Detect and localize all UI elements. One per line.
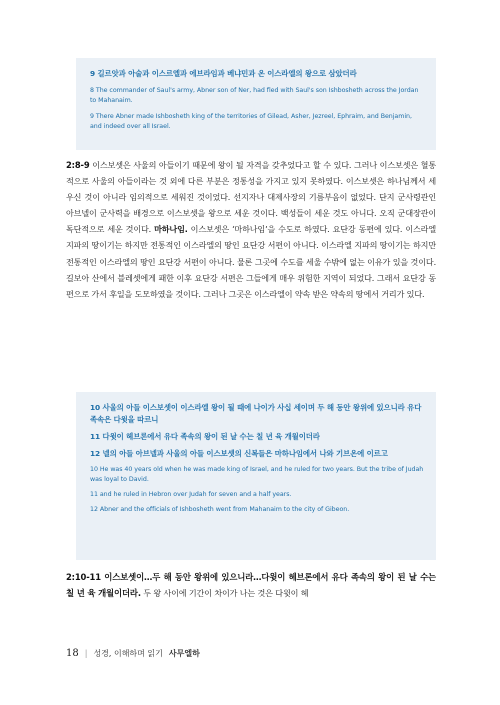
- footer-separator: |: [84, 649, 88, 658]
- verse-kr-9: 9 길르앗과 아술과 이스르엘과 에브라임과 베냐민과 온 이스라엘의 왕으로 삼았더라: [90, 69, 357, 78]
- series-title: 성경, 이해하며 읽기: [93, 649, 163, 658]
- verse-kr-12: 12 넬의 아들 아브넬과 사울의 아들 이스보셋의 신복들은 마하나임에서 나와 기브온에 이르고: [90, 449, 388, 458]
- commentary-reference: 2:10-11 이스보셋이…두 해 동안 왕위에 있으니라…다윗이 헤브론에서 유다 족속의 왕이 된 날 수는 칠 년 육 개월이더라.: [66, 572, 436, 599]
- commentary-text-b: 이스보셋은 ‘마하나임’을 수도로 하였다. 요단강 동편에 있다. 이스라엘 지파의 땅이기는 하지만 전통적인 이스라엘의 땅인 요단강 서편이 아니다. 이스라엘 지파의 땅이기는 하지만 전통적인 이스라엘의 땅인 요단강 서편이 아니다. 물론 그곳에 수도를 세울 수밖에 없는 이유가 있을 것이다. 길보아 산에서 블레셋에게 패한 이후 요단강 서편은 그들에게 매우 위험한 지역이 되었다. 그래서 요단강 동편으로 가서 후일을 도모하였을 것이다. 그러나 그곳은 이스라엘이 약속 받은 약속의 땅에서 거리가 있다.: [66, 224, 436, 299]
- book-title: 사무엘하: [168, 648, 200, 658]
- scripture-box-2-9: [76, 58, 436, 150]
- verse-en-8: 8 The commander of Saul's army, Abner son of Ner, had fled with Saul's son Ishbosheth across the Jordan to Mahanaim.: [90, 87, 419, 104]
- verse-en-10: 10 He was 40 years old when he was made king of Israel, and he ruled for two years. But the tribe of Judah was loyal to David.: [90, 466, 424, 483]
- commentary-text: 두 왕 사이에 기간이 차이가 나는 것은 다윗이 헤: [140, 588, 309, 599]
- commentary-2-10-11: [66, 569, 436, 601]
- commentary-highlight: 마하나임.: [154, 224, 188, 235]
- commentary-text-a: 이스보셋은 사울의 아들이기 때문에 왕이 될 자격을 갖추었다고 할 수 있다. 그러나 이스보셋은 혈통적으로 사울의 아들이라는 것 외에 다른 부분은 정통성을 가지고 있지 못하였다. 이스보셋은 하나님께서 세우신 것이 아니라 임의적으로 세워진 것이었다. 선지자나 대제사장의 기름부음이 없었다. 단지 군사령관인 아브넬이 군사력을 배경으로 이스보셋을 왕으로 세운 것이다. 백성들이 세운 것도 아니다. 오직 군대장관이 독단적으로 세운 것이다.: [66, 160, 436, 235]
- commentary-reference: 2:8-9: [66, 160, 90, 170]
- verse-en-9: 9 There Abner made Ishbosheth king of the territories of Gilead, Asher, Jezreel, Ephraim, and Benjamin, and indeed over all Israel.: [90, 113, 412, 130]
- page-footer: [66, 648, 200, 659]
- scripture-box-2-10-12: [76, 392, 436, 560]
- page-number: 18: [66, 648, 79, 659]
- verse-en-11: 11 and he ruled in Hebron over Judah for seven and a half years.: [90, 491, 292, 498]
- verse-en-12: 12 Abner and the officials of Ishbosheth went from Mahanaim to the city of Gibeon.: [90, 506, 350, 513]
- commentary-2-8-9: [66, 157, 436, 302]
- verse-kr-10: 10 사울의 아들 이스보셋이 이스라엘 왕이 될 때에 나이가 사십 세이며 두 해 동안 왕위에 있으니라 유다 족속은 다윗을 따르니: [90, 403, 422, 424]
- verse-kr-11: 11 다윗이 헤브론에서 유다 족속의 왕이 된 날 수는 칠 년 육 개월이더라: [90, 432, 320, 441]
